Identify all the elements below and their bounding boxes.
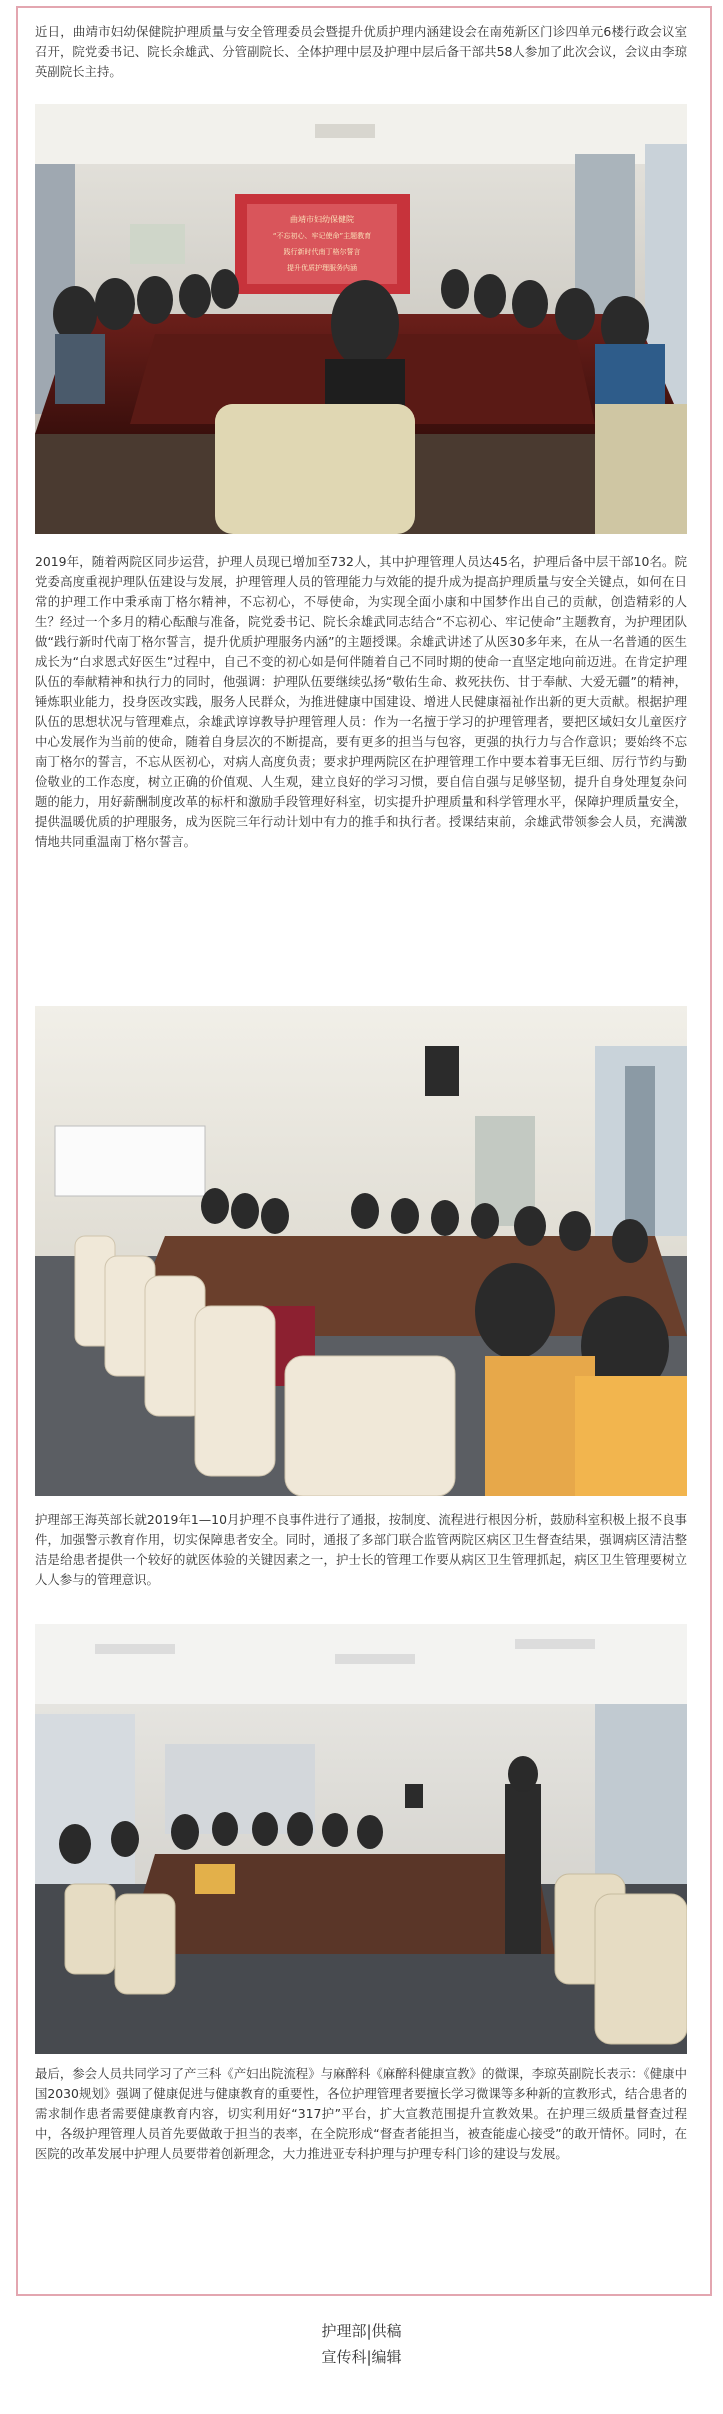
banner-text-line: 提升优质护理服务内涵 [287,264,357,272]
paragraph-report: 护理部王海英部长就2019年1—10月护理不良事件进行了通报，按制度、流程进行根因分析，鼓励科室积极上报不良事件，加强警示教育作用，切实保障患者安全。同时，通报了多部门联合监管两院区病区卫生督查结果，强调病区清洁整洁是给患者提供一个较好的就医体验的关键因素之一，护士长的管理工作要从病区卫生管理抓起，病区卫生管理要树立人人参与的管理意识。 [35,1512,687,1587]
banner-text-line: 曲靖市妇幼保健院 [290,215,354,224]
paragraph-intro: 近日，曲靖市妇幼保健院护理质量与安全管理委员会暨提升优质护理内涵建设会在南苑新区门诊四单元6楼行政会议室召开，院党委书记、院长余雄武、分管副院长、全体护理中层及护理中层后备干部共58人参加了此次会议，会议由李琼英副院长主持。 [35,24,687,79]
paragraph-closing: 最后，参会人员共同学习了产三科《产妇出院流程》与麻醉科《麻醉科健康宣教》的微课，李琼英副院长表示：《健康中国2030规划》强调了健康促进与健康教育的重要性，各位护理管理者要擅长学习微课等多种新的宣教形式，结合患者的需求制作患者需要健康教育内容，切实利用好“317护”平台，扩大宣教范围提升宣教效果。在护理三级质量督查过程中，各级护理管理人员首先要做敢于担当的表率，在全院形成“督查者能担当，被查能虚心接受”的敢开情怀。同时，在医院的改革发展中护理人员要带着创新理念，大力推进亚专科护理与护理专科门诊的建设与发展。 [35,2066,687,2161]
meeting-photo-3 [35,1624,687,2054]
banner-text-line: “不忘初心、牢记使命”主题教育 [272,232,372,240]
banner-text-line: 践行新时代南丁格尔誓言 [283,248,361,256]
meeting-photo-2 [35,1006,687,1496]
meeting-photo-1 [35,104,687,534]
footer-editor: 宣传科|编辑 [321,2348,402,2366]
footer-contributor: 护理部|供稿 [321,2322,402,2340]
paragraph-lecture: 2019年，随着两院区同步运营，护理人员现已增加至732人，其中护理管理人员达45名，护理后备中层干部10名。院党委高度重视护理队伍建设与发展，护理管理人员的管理能力与效能的提升成为提高护理质量与安全关键点，如何在日常的护理工作中秉承南丁格尔精神，不忘初心，不辱使命，为实现全面小康和中国梦作出自己的贡献，创造精彩的人生？经过一个多月的精心酝酿与准备，院党委书记、院长余雄武同志结合“不忘初心、牢记使命”主题教育，为护理团队做“践行新时代南丁格尔誓言，提升优质护理服务内涵”的主题授课。余雄武讲述了从医30多年来，在从一名普通的医生成长为“白求恩式好医生”过程中，自己不变的初心如是何伴随着自己不同时期的使命一直坚定地向前迈进。在肯定护理队伍的奉献精神和执行力的同时，他强调：护理队伍要继续弘扬“敬佑生命、救死扶伤、甘于奉献、大爱无疆”的精神，锤炼职业能力，投身医改实践，服务人民群众，为推进健康中国建设、增进人民健康福祉作出新的更大贡献。根据护理队伍的思想状况与管理难点，余雄武谆谆教导护理管理人员：作为一名擅于学习的护理管理者，要把区域妇女儿童医疗中心发展作为当前的使命，随着自身层次的不断提高，要有更多的担当与包容，更强的执行力与合作意识；要始终不忘南丁格尔的誓言，不忘从医初心，对病人高度负责；要求护理两院区在护理管理工作中要本着事无巨细、厉行节约与勤俭敬业的工作态度，树立正确的价值观、人生观，建立良好的学习习惯，要自信自强与足够坚韧，提升自身处理复杂问题的能力，用好薪酬制度改革的标杆和激励手段管理好科室，切实提升护理质量和科学管理水平，保障护理质量安全，提供温暖优质的护理服务，成为医院三年行动计划中有力的推手和执行者。授课结束前，余雄武带领参会人员，充满激情地共同重温南丁格尔誓言。 [35,554,687,849]
